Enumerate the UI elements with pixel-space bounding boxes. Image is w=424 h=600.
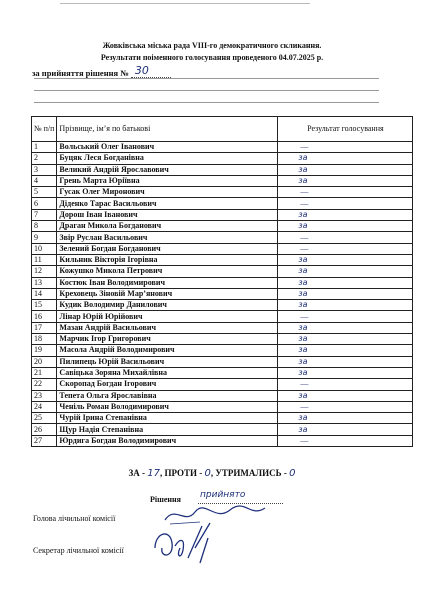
row-number: 8 [32,221,57,232]
deputy-name: Ченіль Роман Володимирович [57,401,278,412]
deputy-name: Креховець Зіновій Мар’янович [57,288,278,299]
against-count: 0 [204,468,211,479]
council-header: Жовківська міська рада VIII-го демократичного скликання. [102,41,322,50]
deputy-name: Масола Андрій Володимирович [57,345,278,356]
blank-line [34,78,379,79]
table-row [32,413,413,424]
deputy-name: Тепета Ольга Ярославівна [57,390,278,401]
deputy-name: Савіцька Зоряна Михайлівна [57,367,278,378]
row-number: 19 [32,345,57,356]
table-header-row [32,117,413,142]
for-label: ЗА - [128,468,146,478]
abstain-count: 0 [289,468,296,479]
vote-result: — [278,198,413,209]
deputy-name: Пилипець Юрій Васильович [57,356,278,367]
against-label: , ПРОТИ - [160,468,203,478]
table-row [32,232,413,243]
vote-result: — [278,311,413,322]
row-number: 16 [32,311,57,322]
row-number: 14 [32,288,57,299]
table-row [32,142,413,153]
row-number: 23 [32,390,57,401]
chair-label: Голова лічильної комісії [33,514,116,523]
row-number: 7 [32,209,57,220]
deputy-name: Гусак Олег Миронович [57,187,278,198]
row-number: 9 [32,232,57,243]
table-row [32,209,413,220]
result-label: Рішення [150,495,181,504]
column-header-name: Прізвище, ім’я по батькові [57,117,278,142]
row-number: 22 [32,379,57,390]
vote-result: за [278,153,413,164]
table-row [32,311,413,322]
row-number: 4 [32,175,57,186]
blank-line [34,90,379,91]
deputy-name: Грень Марта Юріївна [57,175,278,186]
table-row [32,401,413,412]
vote-results-header: Результати поіменного голосування проведеного 04.07.2025 р. [100,53,324,62]
row-number: 12 [32,266,57,277]
vote-result: за [278,390,413,401]
table-row [32,424,413,435]
row-number: 11 [32,254,57,265]
table-row [32,322,413,333]
row-number: 25 [32,413,57,424]
tally-line [0,468,424,479]
vote-result: — [278,379,413,390]
row-number: 20 [32,356,57,367]
table-row [32,243,413,254]
table-row [32,356,413,367]
secretary-label: Секретар лічильної комісії [33,546,124,555]
vote-result: за [278,164,413,175]
deputy-name: Великий Андрій Ярославович [57,164,278,175]
vote-result: за [278,356,413,367]
row-number: 2 [32,153,57,164]
deputy-name: Скоропад Богдан Ігорович [57,379,278,390]
secretary-signature [150,518,220,568]
deputy-name: Щур Надія Степанівна [57,424,278,435]
vote-result: за [278,288,413,299]
table-row [32,435,413,446]
table-row [32,254,413,265]
table-row [32,367,413,378]
vote-result: — [278,232,413,243]
deputy-name: Дорош Іван Іванович [57,209,278,220]
vote-result: за [278,322,413,333]
deputy-name: Мазан Андрій Васильович [57,322,278,333]
row-number: 17 [32,322,57,333]
vote-result: за [278,175,413,186]
row-number: 5 [32,187,57,198]
vote-result: — [278,142,413,153]
deputy-name: Діденко Тарас Васильович [57,198,278,209]
row-number: 15 [32,300,57,311]
blank-line [34,102,379,103]
table-row [32,379,413,390]
vote-table [31,116,413,447]
vote-result: за [278,254,413,265]
table-row [32,334,413,345]
vote-result: за [278,413,413,424]
deputy-name: Кожушко Микола Петрович [57,266,278,277]
vote-result: — [278,401,413,412]
row-number: 13 [32,277,57,288]
deputy-name: Лінар Юрій Юрійович [57,311,278,322]
vote-result: за [278,345,413,356]
row-number: 26 [32,424,57,435]
table-row [32,390,413,401]
row-number: 21 [32,367,57,378]
deputy-name: Буцяк Леся Богданівна [57,153,278,164]
top-edge-line [60,3,310,4]
vote-result: — [278,435,413,446]
table-row [32,221,413,232]
row-number: 27 [32,435,57,446]
vote-result: за [278,277,413,288]
vote-result: — [278,243,413,254]
decision-label: за прийняття рішення № [32,68,129,78]
decision-number: 30 [134,64,149,77]
vote-result: за [278,221,413,232]
vote-result: за [278,209,413,220]
table-row [32,277,413,288]
decision-line [32,64,171,78]
deputy-name: Костюк Іван Володимирович [57,277,278,288]
column-header-number: № п/п [32,117,57,142]
row-number: 3 [32,164,57,175]
table-row [32,300,413,311]
deputy-name: Зелений Богдан Богданович [57,243,278,254]
table-row [32,153,413,164]
abstain-label: , УТРИМАЛИСЬ - [210,468,287,478]
deputy-name: Чурій Ірина Степанівна [57,413,278,424]
row-number: 1 [32,142,57,153]
table-row [32,175,413,186]
vote-result: — [278,187,413,198]
vote-result: за [278,424,413,435]
vote-result: за [278,266,413,277]
table-row [32,164,413,175]
table-row [32,187,413,198]
row-number: 6 [32,198,57,209]
deputy-name: Вольський Олег Іванович [57,142,278,153]
vote-result: за [278,367,413,378]
deputy-name: Драган Микола Богданович [57,221,278,232]
vote-result: за [278,334,413,345]
vote-table-body [32,142,413,447]
table-row [32,288,413,299]
deputy-name: Юрдига Богдан Володимирович [57,435,278,446]
deputy-name: Звір Руслан Васильович [57,232,278,243]
row-number: 24 [32,401,57,412]
row-number: 18 [32,334,57,345]
deputy-name: Марчик Ігор Григорович [57,334,278,345]
vote-result: за [278,300,413,311]
table-row [32,266,413,277]
deputy-name: Кильник Вікторія Ігорівна [57,254,278,265]
column-header-result: Результат голосування [278,117,413,142]
table-row [32,345,413,356]
deputy-name: Кудик Володимир Данилович [57,300,278,311]
result-value: прийнято [200,490,246,500]
row-number: 10 [32,243,57,254]
for-count: 17 [147,468,160,479]
table-row [32,198,413,209]
